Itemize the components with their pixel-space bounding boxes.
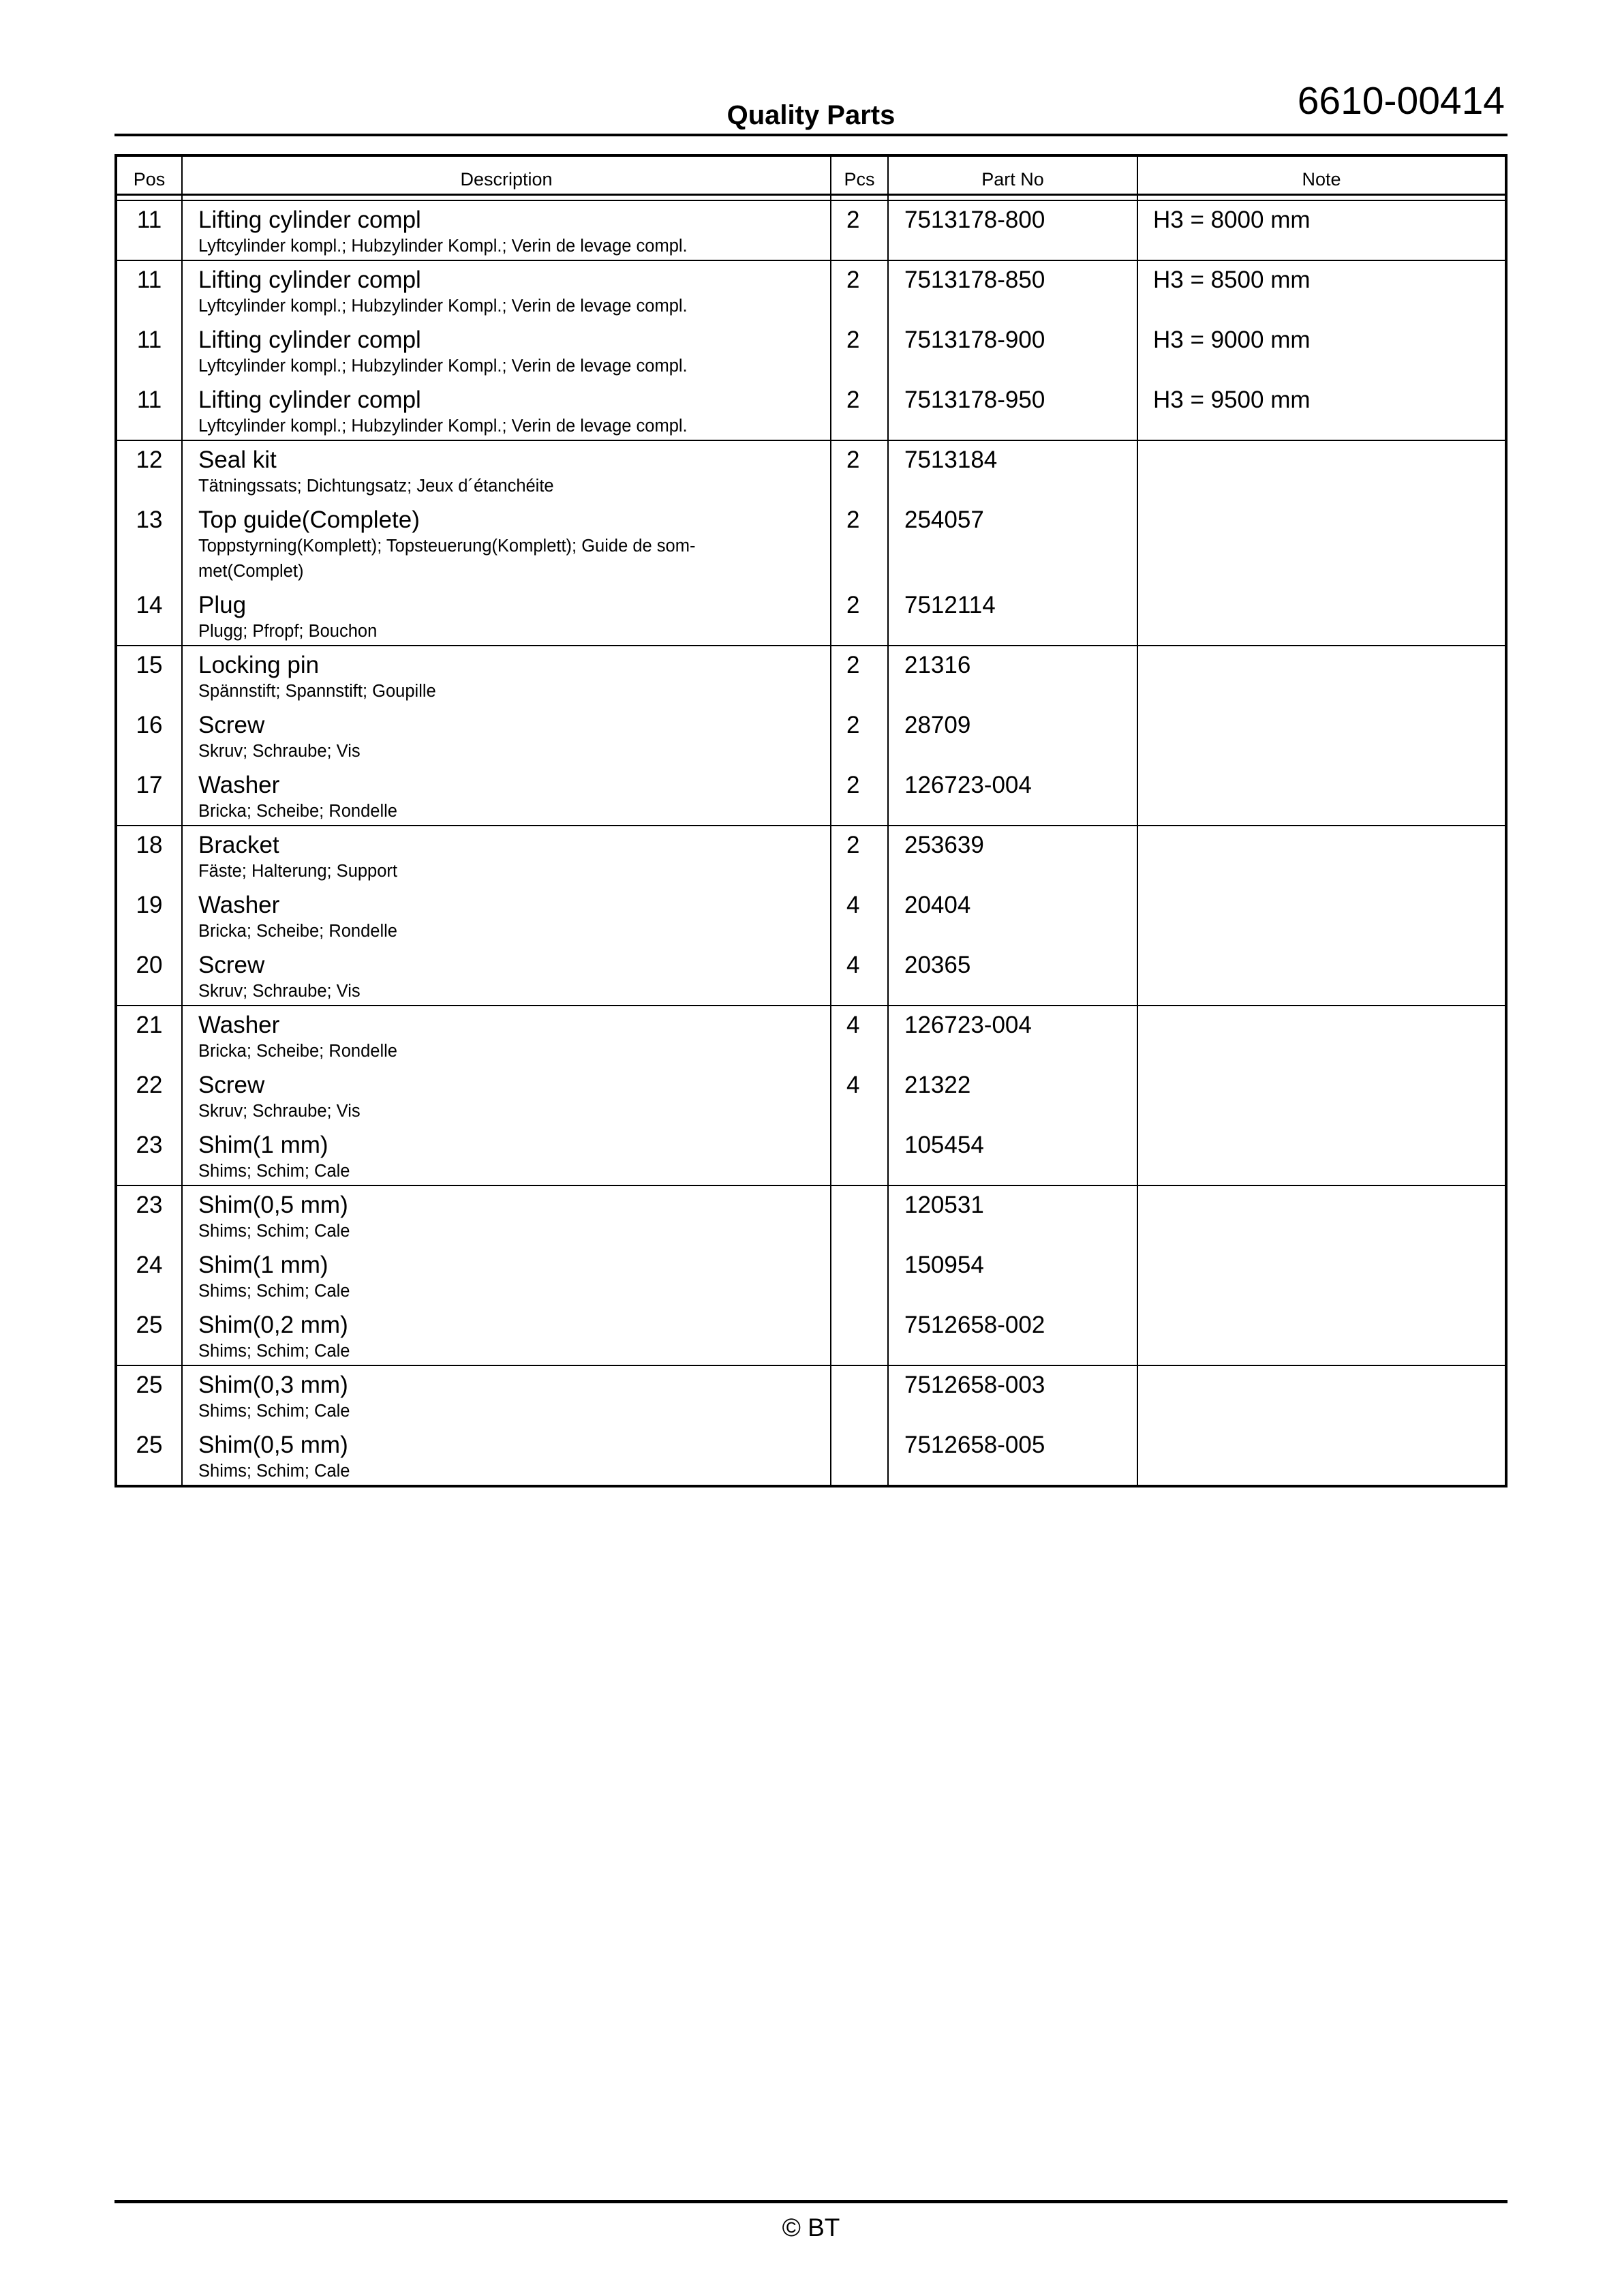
table-row	[117, 1246, 1505, 1306]
cell-pcs	[831, 1366, 889, 1426]
row-group	[117, 441, 1505, 646]
row-group	[117, 1366, 1505, 1485]
part-name: Screw	[198, 952, 265, 978]
cell-note	[1138, 1006, 1505, 1066]
cell-note	[1138, 441, 1505, 501]
part-name: Shim(0,2 mm)	[198, 1312, 348, 1338]
row-group	[117, 826, 1505, 1006]
cell-part-no: 105454	[889, 1126, 1138, 1185]
cell-pcs	[831, 1306, 889, 1365]
cell-pos: 11	[117, 261, 183, 321]
cell-note	[1138, 946, 1505, 1005]
cell-part-no: 7512658-002	[889, 1306, 1138, 1365]
parts-table	[114, 154, 1508, 1487]
cell-pos: 11	[117, 321, 183, 381]
cell-part-no: 254057	[889, 501, 1138, 586]
header-double-rule	[117, 196, 1505, 201]
cell-part-no: 21322	[889, 1066, 1138, 1126]
cell-note: H3 = 9500 mm	[1153, 387, 1311, 413]
cell-part-no: 120531	[889, 1186, 1138, 1246]
cell-note	[1138, 826, 1505, 886]
cell-pos: 19	[117, 886, 183, 946]
part-translation: Shims; Schim; Cale	[198, 1282, 350, 1301]
part-translation: Shims; Schim; Cale	[198, 1402, 350, 1421]
cell-pos: 11	[117, 381, 183, 440]
part-name: Shim(1 mm)	[198, 1252, 328, 1278]
row-group	[117, 261, 1505, 441]
cell-pcs	[831, 1186, 889, 1246]
cell-pcs: 2	[831, 766, 889, 825]
part-translation: Lyftcylinder kompl.; Hubzylinder Kompl.; Verin de levage compl.	[198, 357, 688, 376]
cell-pcs: 2	[831, 706, 889, 766]
part-name: Seal kit	[198, 447, 277, 473]
part-name: Washer	[198, 892, 280, 918]
part-name: Washer	[198, 1012, 280, 1038]
table-row	[117, 201, 1505, 260]
cell-pcs	[831, 1426, 889, 1485]
cell-note: H3 = 9000 mm	[1153, 327, 1311, 353]
cell-part-no: 253639	[889, 826, 1138, 886]
column-header-pos: Pos	[117, 157, 183, 194]
table-row	[117, 826, 1505, 886]
row-group	[117, 201, 1505, 261]
cell-pos: 17	[117, 766, 183, 825]
part-name: Shim(1 mm)	[198, 1132, 328, 1158]
cell-part-no: 21316	[889, 646, 1138, 706]
table-row	[117, 706, 1505, 766]
footer-divider	[114, 2200, 1508, 2203]
part-name: Shim(0,3 mm)	[198, 1372, 348, 1398]
part-translation: Bricka; Scheibe; Rondelle	[198, 802, 397, 821]
table-row	[117, 1186, 1505, 1246]
cell-pos: 25	[117, 1306, 183, 1365]
cell-description	[183, 886, 831, 946]
cell-note	[1138, 1246, 1505, 1306]
cell-note	[1138, 1186, 1505, 1246]
part-name: Locking pin	[198, 652, 320, 678]
cell-part-no: 7512658-005	[889, 1426, 1138, 1485]
cell-pos: 13	[117, 501, 183, 586]
cell-pos: 20	[117, 946, 183, 1005]
part-name: Washer	[198, 772, 280, 798]
table-row	[117, 766, 1505, 825]
part-translation: Lyftcylinder kompl.; Hubzylinder Kompl.; Verin de levage compl.	[198, 237, 688, 256]
part-name: Lifting cylinder compl	[198, 387, 421, 413]
table-row	[117, 261, 1505, 321]
table-row	[117, 886, 1505, 946]
cell-pcs: 2	[831, 586, 889, 645]
column-header-part-no: Part No	[889, 157, 1138, 194]
cell-part-no: 20365	[889, 946, 1138, 1005]
table-row	[117, 1366, 1505, 1426]
part-translation: Fäste; Halterung; Support	[198, 862, 397, 881]
cell-note	[1138, 501, 1505, 586]
cell-description	[183, 1186, 831, 1246]
cell-pcs: 2	[831, 201, 889, 260]
cell-part-no: 7512114	[889, 586, 1138, 645]
cell-pos: 24	[117, 1246, 183, 1306]
cell-description	[183, 586, 831, 645]
part-name: Plug	[198, 592, 247, 618]
cell-part-no: 126723-004	[889, 766, 1138, 825]
cell-pos: 25	[117, 1426, 183, 1485]
cell-description	[183, 646, 831, 706]
page-title: Quality Parts	[726, 100, 896, 130]
part-translation: Toppstyrning(Komplett); Topsteuerung(Komplett); Guide de som-met(Complet)	[198, 537, 696, 581]
cell-pcs: 2	[831, 501, 889, 586]
part-translation: Bricka; Scheibe; Rondelle	[198, 1042, 397, 1061]
part-translation: Shims; Schim; Cale	[198, 1162, 350, 1181]
table-row	[117, 1006, 1505, 1066]
cell-note	[1138, 706, 1505, 766]
cell-pos: 22	[117, 1066, 183, 1126]
cell-pos: 21	[117, 1006, 183, 1066]
part-name: Screw	[198, 1072, 265, 1098]
table-row	[117, 441, 1505, 501]
table-row	[117, 1066, 1505, 1126]
cell-pcs	[831, 1126, 889, 1185]
part-name: Shim(0,5 mm)	[198, 1192, 348, 1218]
cell-pos: 23	[117, 1126, 183, 1185]
cell-part-no: 150954	[889, 1246, 1138, 1306]
cell-pcs: 2	[831, 261, 889, 321]
part-translation: Skruv; Schraube; Vis	[198, 742, 361, 761]
part-translation: Shims; Schim; Cale	[198, 1222, 350, 1241]
cell-description	[183, 706, 831, 766]
cell-pcs: 4	[831, 946, 889, 1005]
column-header-note: Note	[1302, 169, 1341, 190]
cell-description	[183, 1366, 831, 1426]
cell-part-no: 7513178-950	[889, 381, 1138, 440]
cell-part-no: 126723-004	[889, 1006, 1138, 1066]
cell-note	[1138, 586, 1505, 645]
cell-description	[183, 946, 831, 1005]
cell-note: H3 = 8000 mm	[1153, 207, 1311, 233]
part-translation: Skruv; Schraube; Vis	[198, 982, 361, 1001]
cell-description	[183, 1006, 831, 1066]
cell-description	[183, 1246, 831, 1306]
cell-pcs: 2	[831, 321, 889, 381]
cell-part-no: 20404	[889, 886, 1138, 946]
table-row	[117, 646, 1505, 706]
header-divider	[114, 134, 1508, 136]
cell-pos: 15	[117, 646, 183, 706]
cell-pcs	[831, 1246, 889, 1306]
cell-pcs: 2	[831, 381, 889, 440]
part-translation: Tätningssats; Dichtungsatz; Jeux d´étanchéite	[198, 477, 554, 496]
cell-description	[183, 501, 831, 586]
cell-note	[1138, 1306, 1505, 1365]
cell-pos: 12	[117, 441, 183, 501]
cell-pos: 23	[117, 1186, 183, 1246]
cell-pos: 16	[117, 706, 183, 766]
cell-description	[183, 826, 831, 886]
part-translation: Skruv; Schraube; Vis	[198, 1102, 361, 1121]
cell-note	[1138, 646, 1505, 706]
part-name: Bracket	[198, 832, 279, 858]
table-row	[117, 1306, 1505, 1365]
cell-pos: 11	[117, 201, 183, 260]
part-translation: Bricka; Scheibe; Rondelle	[198, 922, 397, 941]
cell-note	[1138, 886, 1505, 946]
cell-pcs: 2	[831, 646, 889, 706]
cell-pcs: 4	[831, 886, 889, 946]
part-name: Lifting cylinder compl	[198, 207, 421, 233]
cell-pcs: 4	[831, 1006, 889, 1066]
part-name: Top guide(Complete)	[198, 507, 420, 533]
row-group	[117, 1186, 1505, 1366]
part-translation: Shims; Schim; Cale	[198, 1342, 350, 1361]
row-group	[117, 1006, 1505, 1186]
part-name: Lifting cylinder compl	[198, 327, 421, 353]
table-row	[117, 946, 1505, 1005]
cell-description	[183, 381, 831, 440]
cell-part-no: 7513178-800	[889, 201, 1138, 260]
part-translation: Shims; Schim; Cale	[198, 1462, 350, 1481]
part-translation: Plugg; Pfropf; Bouchon	[198, 622, 378, 641]
cell-description	[183, 441, 831, 501]
cell-description	[183, 1426, 831, 1485]
cell-description	[183, 321, 831, 381]
table-row	[117, 381, 1505, 440]
cell-part-no: 7513178-900	[889, 321, 1138, 381]
cell-pos: 25	[117, 1366, 183, 1426]
document-number: 6610-00414	[1297, 79, 1505, 123]
cell-description	[183, 261, 831, 321]
part-translation: Spännstift; Spannstift; Goupille	[198, 682, 436, 701]
cell-pcs: 2	[831, 441, 889, 501]
cell-description	[183, 1126, 831, 1185]
cell-part-no: 7513184	[889, 441, 1138, 501]
cell-note	[1138, 766, 1505, 825]
cell-note: H3 = 8500 mm	[1153, 267, 1311, 293]
part-name: Shim(0,5 mm)	[198, 1432, 348, 1458]
column-header-description: Description	[183, 157, 831, 194]
cell-part-no: 7512658-003	[889, 1366, 1138, 1426]
column-header-pcs: Pcs	[831, 157, 889, 194]
part-translation: Lyftcylinder kompl.; Hubzylinder Kompl.; Verin de levage compl.	[198, 417, 688, 436]
cell-description	[183, 1306, 831, 1365]
cell-description	[183, 1066, 831, 1126]
cell-description	[183, 201, 831, 260]
table-row	[117, 1126, 1505, 1185]
table-row	[117, 321, 1505, 381]
cell-pos: 18	[117, 826, 183, 886]
table-row	[117, 586, 1505, 645]
part-name: Screw	[198, 712, 265, 738]
row-group	[117, 646, 1505, 826]
cell-description	[183, 766, 831, 825]
table-row	[117, 1426, 1505, 1485]
cell-pos: 14	[117, 586, 183, 645]
cell-note	[1138, 1126, 1505, 1185]
cell-pcs: 2	[831, 826, 889, 886]
table-body	[117, 201, 1505, 1485]
table-row	[117, 501, 1505, 586]
cell-part-no: 28709	[889, 706, 1138, 766]
part-name: Lifting cylinder compl	[198, 267, 421, 293]
cell-note	[1138, 1366, 1505, 1426]
cell-part-no: 7513178-850	[889, 261, 1138, 321]
cell-note	[1138, 1426, 1505, 1485]
copyright-text: © BT	[782, 2214, 840, 2241]
part-translation: Lyftcylinder kompl.; Hubzylinder Kompl.; Verin de levage compl.	[198, 297, 688, 316]
table-header	[117, 157, 1505, 196]
cell-note	[1138, 1066, 1505, 1126]
cell-pcs: 4	[831, 1066, 889, 1126]
